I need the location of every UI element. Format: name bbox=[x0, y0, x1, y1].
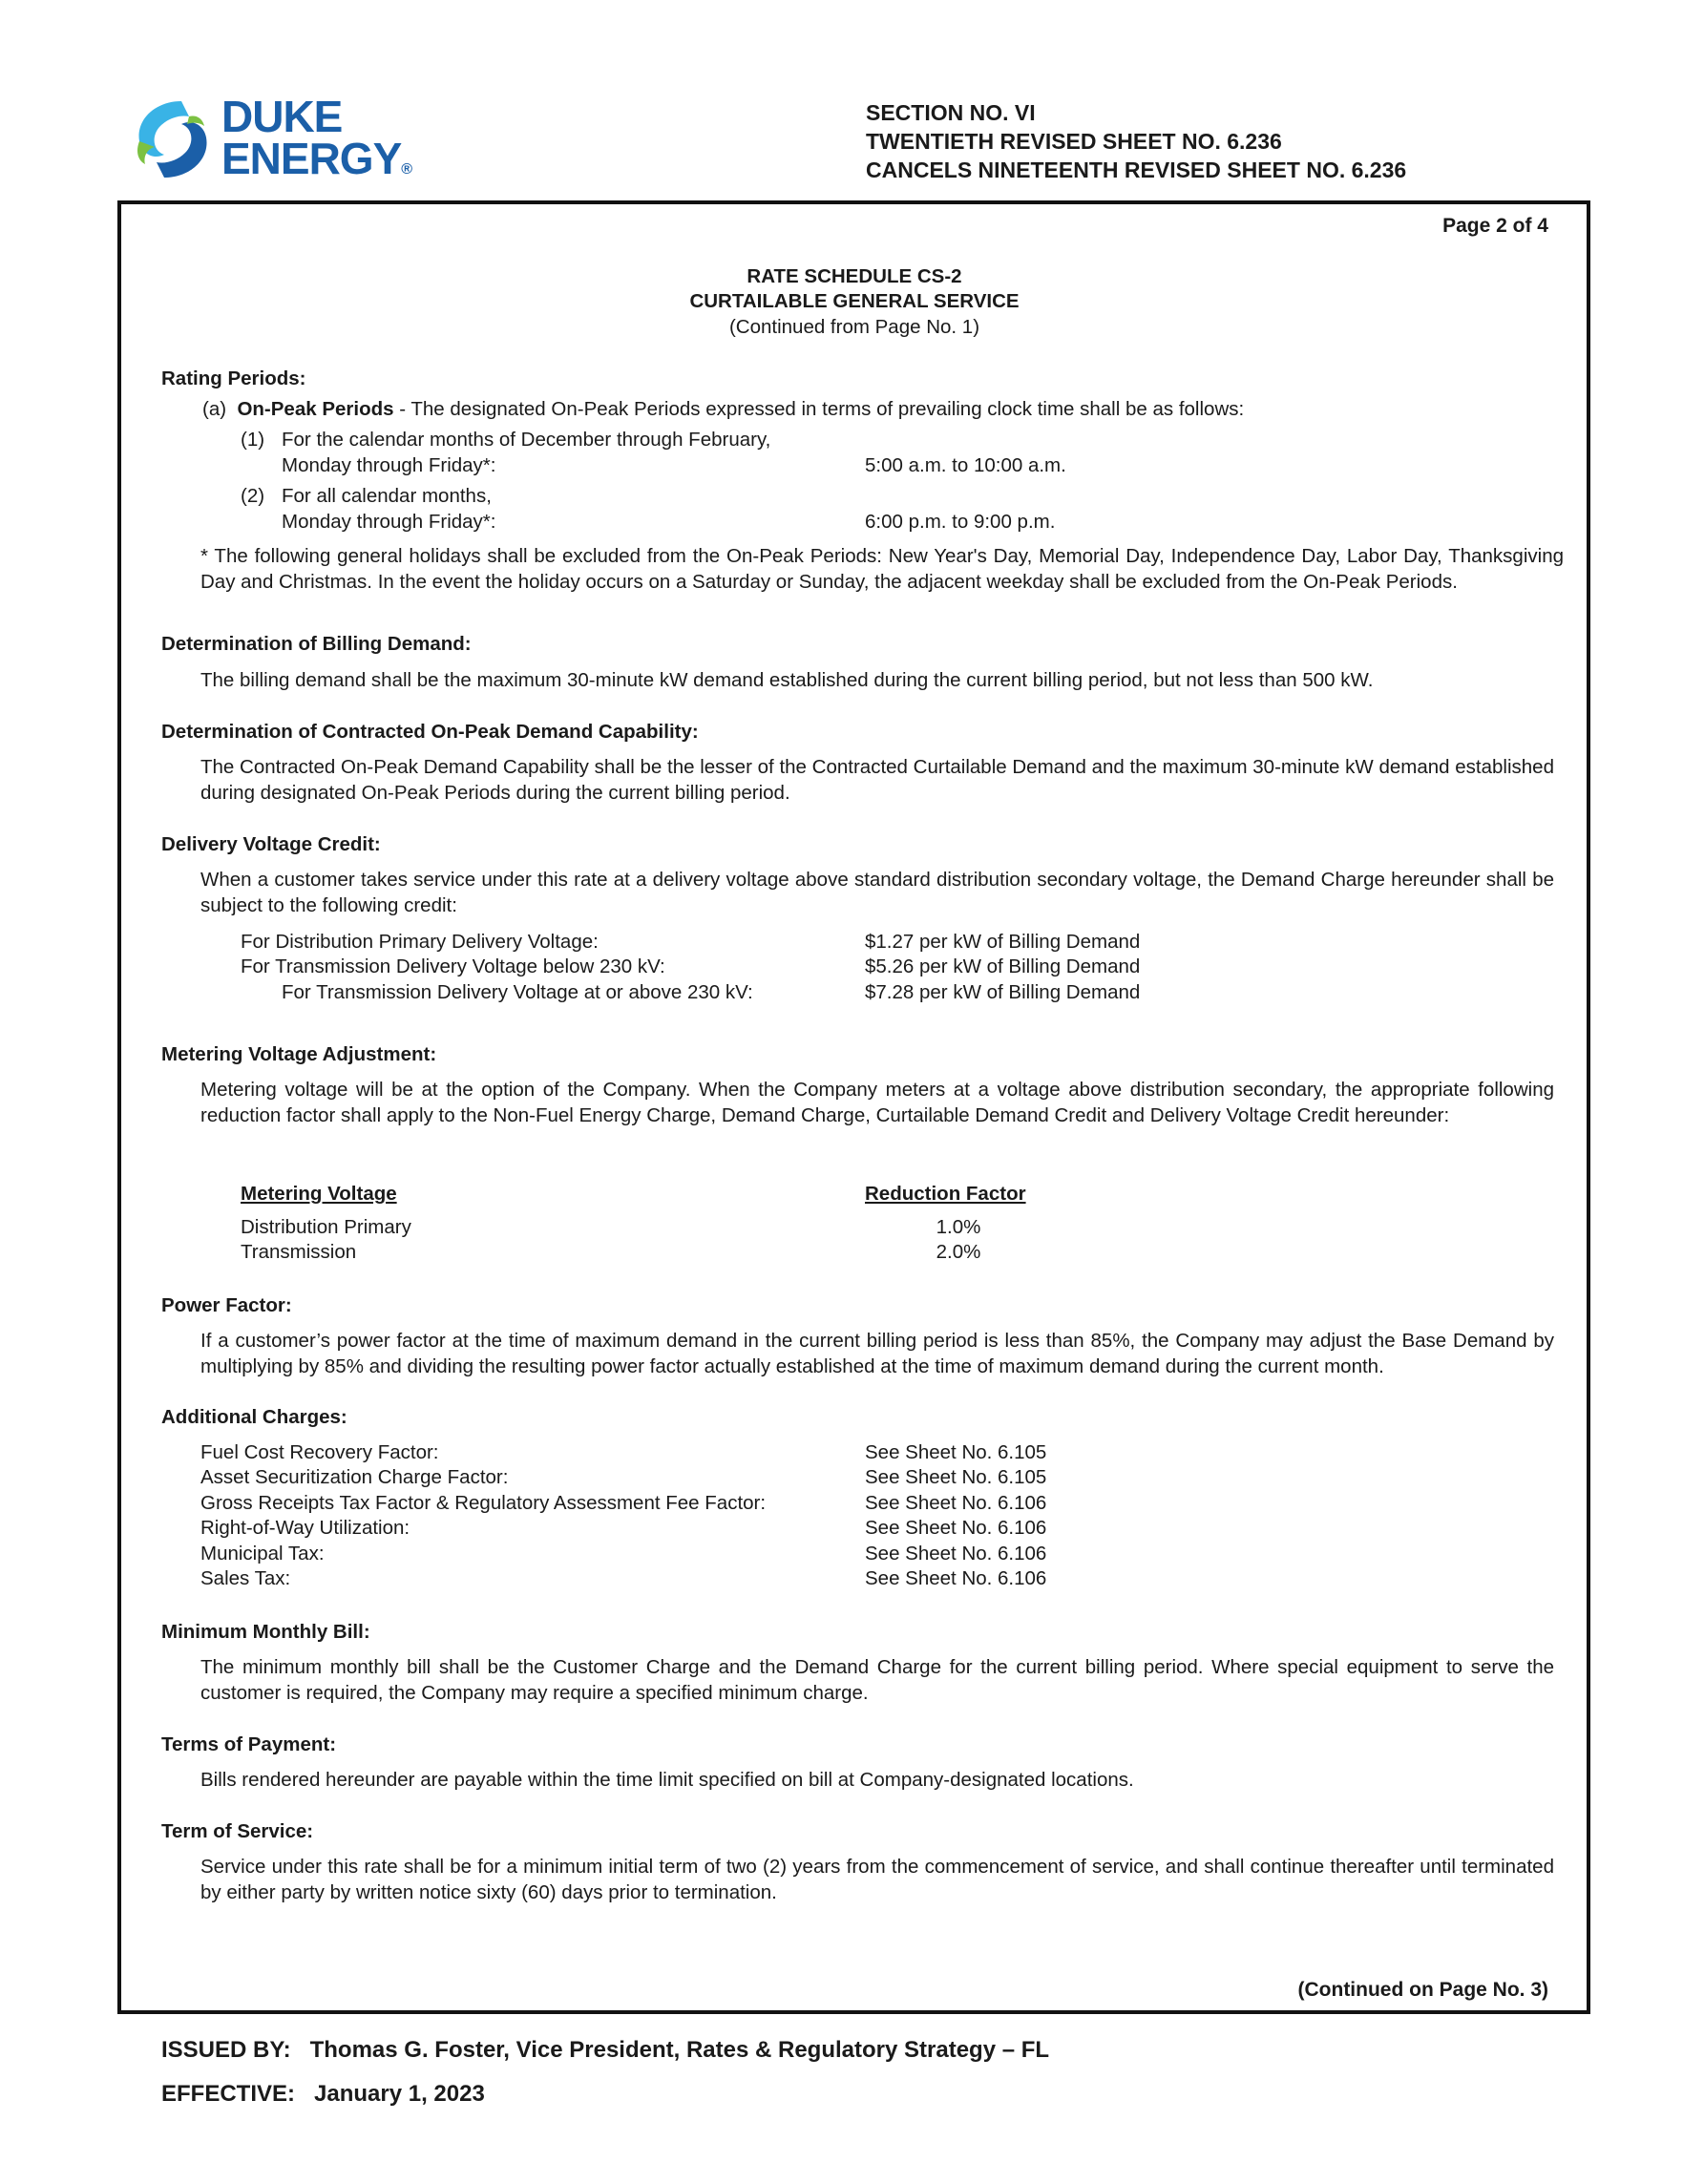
additional-row-value: See Sheet No. 6.105 bbox=[865, 1441, 1047, 1463]
rate-schedule-title: RATE SCHEDULE CS-2 bbox=[747, 265, 962, 287]
term-text: Service under this rate shall be for a minimum initial term of two (2) years from the commencement of service, and shall continue thereafter until terminated by either party by written notice sixty (60) days prior to termination. bbox=[200, 1856, 1554, 1903]
cancels-sheet: CANCELS NINETEENTH REVISED SHEET NO. 6.236 bbox=[866, 158, 1407, 182]
logo-line-2: ENERGY bbox=[221, 134, 402, 183]
additional-row-value: See Sheet No. 6.106 bbox=[865, 1567, 1047, 1589]
period-2-number: (2) bbox=[241, 485, 265, 507]
metering-text: Metering voltage will be at the option of the Company. When the Company meters at a voltage above distribution secondary, the appropriate following reduction factor shall apply to the Non-Fuel Energy Charge, Demand Charge, Curtailable Demand Credit and Delivery Voltage Credit hereunder: bbox=[200, 1079, 1554, 1126]
minimum-bill-heading: Minimum Monthly Bill: bbox=[161, 1621, 370, 1643]
additional-row-value: See Sheet No. 6.105 bbox=[865, 1466, 1047, 1488]
delivery-row-value: $7.28 per kW of Billing Demand bbox=[865, 981, 1141, 1003]
holiday-note: * The following general holidays shall be excluded from the On-Peak Periods: New Year's Day, Memorial Day, Independence Day, Labor Day, Thanksgiving Day and Christmas. In the event the holiday occurs on a Saturday or Sunday, the adjacent weekday shall be excluded from the On-Peak Periods. bbox=[200, 545, 1564, 593]
period-1-line-2: Monday through Friday*: bbox=[282, 454, 496, 476]
delivery-row-label: For Transmission Delivery Voltage below 230 kV: bbox=[241, 956, 665, 977]
period-2-line-1: For all calendar months, bbox=[282, 485, 492, 507]
additional-row-label: Fuel Cost Recovery Factor: bbox=[200, 1441, 439, 1463]
contracted-heading: Determination of Contracted On-Peak Demand Capability: bbox=[161, 721, 699, 743]
effective-label: EFFECTIVE: bbox=[161, 2081, 296, 2107]
page-label: Page 2 of 4 bbox=[1442, 215, 1548, 237]
period-2-time: 6:00 p.m. to 9:00 p.m. bbox=[865, 511, 1056, 533]
period-1-number: (1) bbox=[241, 429, 265, 451]
additional-row-value: See Sheet No. 6.106 bbox=[865, 1492, 1047, 1514]
metering-col-voltage: Metering Voltage bbox=[241, 1183, 397, 1205]
term-heading: Term of Service: bbox=[161, 1820, 314, 1842]
section-number: SECTION NO. VI bbox=[866, 100, 1036, 125]
additional-row-value: See Sheet No. 6.106 bbox=[865, 1543, 1047, 1564]
metering-row-factor: 1.0% bbox=[936, 1216, 981, 1238]
additional-row-label: Sales Tax: bbox=[200, 1567, 291, 1589]
payment-text: Bills rendered hereunder are payable within the time limit specified on bill at Company-designated locations. bbox=[200, 1769, 1134, 1791]
on-peak-text: - The designated On-Peak Periods expressed in terms of prevailing clock time shall be as follows: bbox=[393, 398, 1245, 420]
effective-value: January 1, 2023 bbox=[314, 2081, 485, 2107]
delivery-row-label: For Transmission Delivery Voltage at or above 230 kV: bbox=[282, 981, 753, 1003]
contracted-text: The Contracted On-Peak Demand Capability shall be the lesser of the Contracted Curtailable Demand and the maximum 30-minute kW demand established during designated On-Peak Periods during the current billing period. bbox=[200, 756, 1554, 804]
continued-on: (Continued on Page No. 3) bbox=[1297, 1979, 1548, 2001]
additional-charges-heading: Additional Charges: bbox=[161, 1406, 347, 1428]
metering-heading: Metering Voltage Adjustment: bbox=[161, 1043, 437, 1065]
payment-heading: Terms of Payment: bbox=[161, 1733, 337, 1755]
additional-row-label: Municipal Tax: bbox=[200, 1543, 325, 1564]
minimum-bill-text: The minimum monthly bill shall be the Customer Charge and the Demand Charge for the current billing period. Where special equipment to serve the customer is required, the Company may require a specified minimum charge. bbox=[200, 1656, 1554, 1704]
period-1-time: 5:00 a.m. to 10:00 a.m. bbox=[865, 454, 1066, 476]
on-peak-title: On-Peak Periods bbox=[237, 398, 394, 420]
additional-row-label: Asset Securitization Charge Factor: bbox=[200, 1466, 509, 1488]
issued-value: Thomas G. Foster, Vice President, Rates & Regulatory Strategy – FL bbox=[309, 2037, 1050, 2063]
continued-from: (Continued from Page No. 1) bbox=[728, 316, 980, 338]
duke-energy-logo-mark-icon bbox=[126, 94, 218, 185]
sheet-header bbox=[866, 98, 1406, 184]
additional-row-label: Gross Receipts Tax Factor & Regulatory Assessment Fee Factor: bbox=[200, 1492, 767, 1514]
rating-periods-heading: Rating Periods: bbox=[161, 368, 306, 389]
delivery-row-value: $1.27 per kW of Billing Demand bbox=[865, 931, 1141, 953]
period-1-line-1: For the calendar months of December through February, bbox=[282, 429, 771, 451]
effective-date bbox=[161, 2081, 485, 2108]
on-peak-item bbox=[202, 397, 1244, 423]
metering-row-factor: 2.0% bbox=[936, 1241, 981, 1263]
issued-label: ISSUED BY: bbox=[161, 2037, 291, 2063]
metering-row-voltage: Distribution Primary bbox=[241, 1216, 411, 1238]
metering-col-factor: Reduction Factor bbox=[865, 1183, 1026, 1205]
additional-row-value: See Sheet No. 6.106 bbox=[865, 1517, 1047, 1539]
logo-line-1: DUKE bbox=[221, 92, 343, 141]
issued-by bbox=[161, 2037, 1049, 2064]
additional-row-label: Right-of-Way Utilization: bbox=[200, 1517, 410, 1539]
delivery-row-value: $5.26 per kW of Billing Demand bbox=[865, 956, 1141, 977]
billing-demand-heading: Determination of Billing Demand: bbox=[161, 633, 472, 655]
power-factor-heading: Power Factor: bbox=[161, 1294, 292, 1316]
revised-sheet: TWENTIETH REVISED SHEET NO. 6.236 bbox=[866, 129, 1282, 154]
rate-schedule-subtitle: CURTAILABLE GENERAL SERVICE bbox=[689, 290, 1020, 312]
delivery-row-label: For Distribution Primary Delivery Voltage: bbox=[241, 931, 599, 953]
power-factor-text: If a customer’s power factor at the time of maximum demand in the current billing period is less than 85%, the Company may adjust the Base Demand by multiplying by 85% and dividing the resulting power factor actually established at the time of maximum demand during the current month. bbox=[200, 1330, 1554, 1377]
period-2-line-2: Monday through Friday*: bbox=[282, 511, 496, 533]
duke-energy-logo bbox=[126, 92, 422, 187]
logo-registered-mark: ® bbox=[401, 161, 412, 178]
delivery-credit-text: When a customer takes service under this rate at a delivery voltage above standard distribution secondary voltage, the Demand Charge hereunder shall be subject to the following credit: bbox=[200, 869, 1554, 916]
on-peak-label: (a) bbox=[202, 398, 227, 420]
metering-row-voltage: Transmission bbox=[241, 1241, 357, 1263]
delivery-credit-heading: Delivery Voltage Credit: bbox=[161, 833, 381, 855]
billing-demand-text: The billing demand shall be the maximum 30-minute kW demand established during the current billing period, but not less than 500 kW. bbox=[200, 669, 1374, 691]
